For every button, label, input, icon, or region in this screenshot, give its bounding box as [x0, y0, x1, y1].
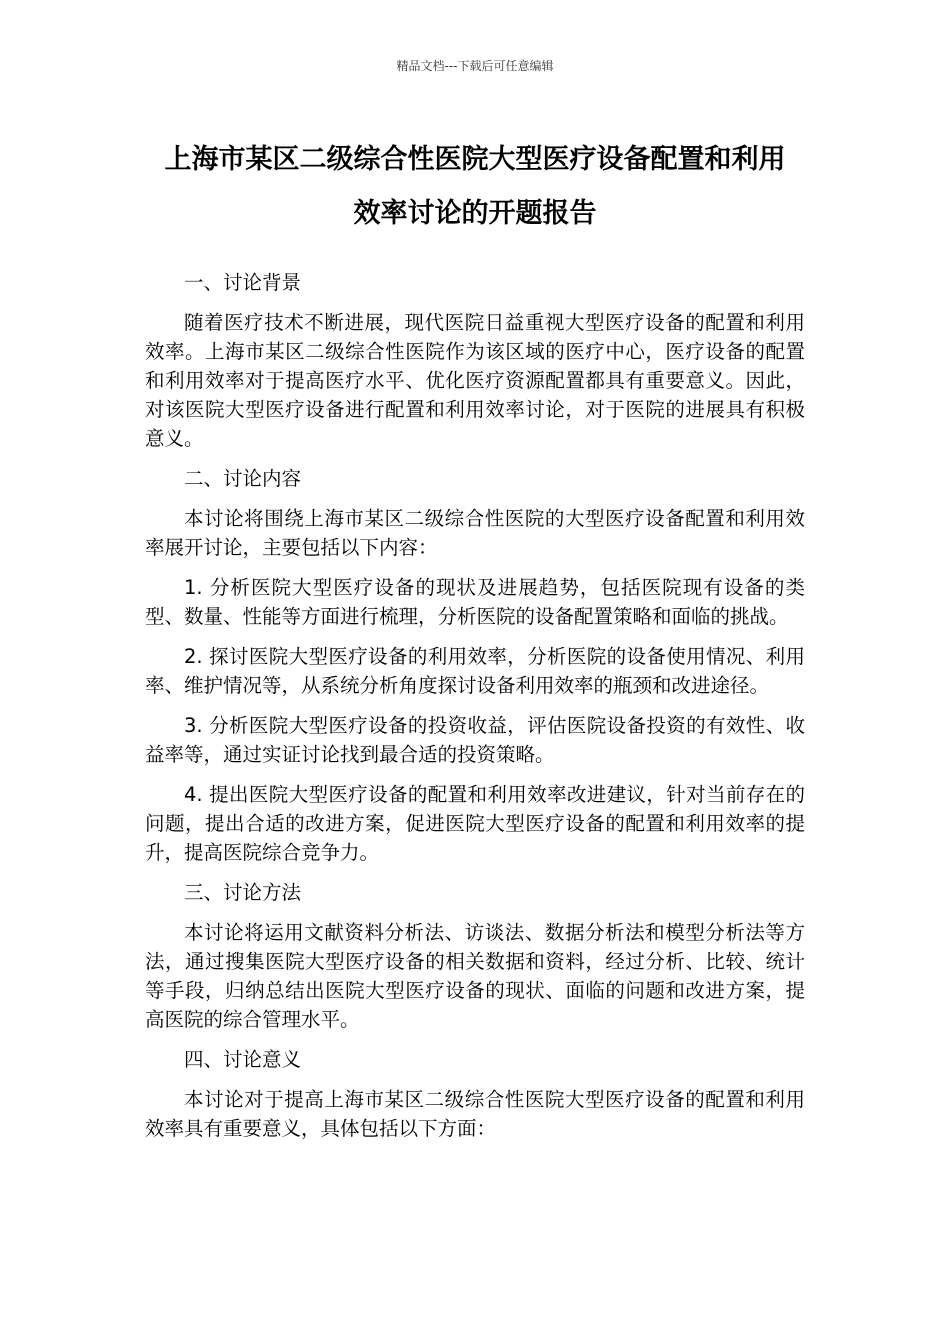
- document-body: [145, 268, 805, 1154]
- list-item-3: 3. 分析医院大型医疗设备的投资收益，评估医院设备投资的有效性、收益率等，通过实证讨论找到最合适的投资策略。: [145, 714, 805, 766]
- section-heading-significance: 四、讨论意义: [184, 1048, 302, 1071]
- list-item-2: 2. 探讨医院大型医疗设备的利用效率，分析医院的设备使用情况、利用率、维护情况等，从系统分析角度探讨设备利用效率的瓶颈和改进途径。: [145, 645, 805, 697]
- section-heading-content: 二、讨论内容: [184, 467, 302, 490]
- header-note: 精品文档---下载后可任意编辑: [396, 59, 554, 73]
- paragraph-method: 本讨论将运用文献资料分析法、访谈法、数据分析法和模型分析法等方法，通过搜集医院大型医疗设备的相关数据和资料，经过分析、比较、统计等手段，归纳总结出医院大型医疗设备的现状、面临的问题和改进方案，提高医院的综合管理水平。: [145, 921, 805, 1031]
- section-heading-method: 三、讨论方法: [184, 881, 302, 904]
- document-title: [140, 133, 810, 241]
- title-line-2: 效率讨论的开题报告: [353, 198, 597, 229]
- title-line-1: 上海市某区二级综合性医院大型医疗设备配置和利用: [164, 144, 786, 175]
- paragraph-background: 随着医疗技术不断进展，现代医院日益重视大型医疗设备的配置和利用效率。上海市某区二级综合性医院作为该区域的医疗中心，医疗设备的配置和利用效率对于提高医疗水平、优化医疗资源配置都具有重要意义。因此，对该医院大型医疗设备进行配置和利用效率讨论，对于医院的进展具有积极意义。: [145, 311, 805, 450]
- list-item-1: 1. 分析医院大型医疗设备的现状及进展趋势，包括医院现有设备的类型、数量、性能等方面进行梳理，分析医院的设备配置策略和面临的挑战。: [145, 576, 805, 628]
- section-heading-background: 一、讨论背景: [184, 271, 302, 294]
- list-item-4: 4. 提出医院大型医疗设备的配置和利用效率改进建议，针对当前存在的问题，提出合适的改进方案，促进医院大型医疗设备的配置和利用效率的提升，提高医院综合竞争力。: [145, 783, 805, 864]
- paragraph-content-intro: 本讨论将围绕上海市某区二级综合性医院的大型医疗设备配置和利用效率展开讨论，主要包括以下内容：: [145, 507, 805, 559]
- paragraph-significance: 本讨论对于提高上海市某区二级综合性医院大型医疗设备的配置和利用效率具有重要意义，具体包括以下方面：: [145, 1088, 805, 1140]
